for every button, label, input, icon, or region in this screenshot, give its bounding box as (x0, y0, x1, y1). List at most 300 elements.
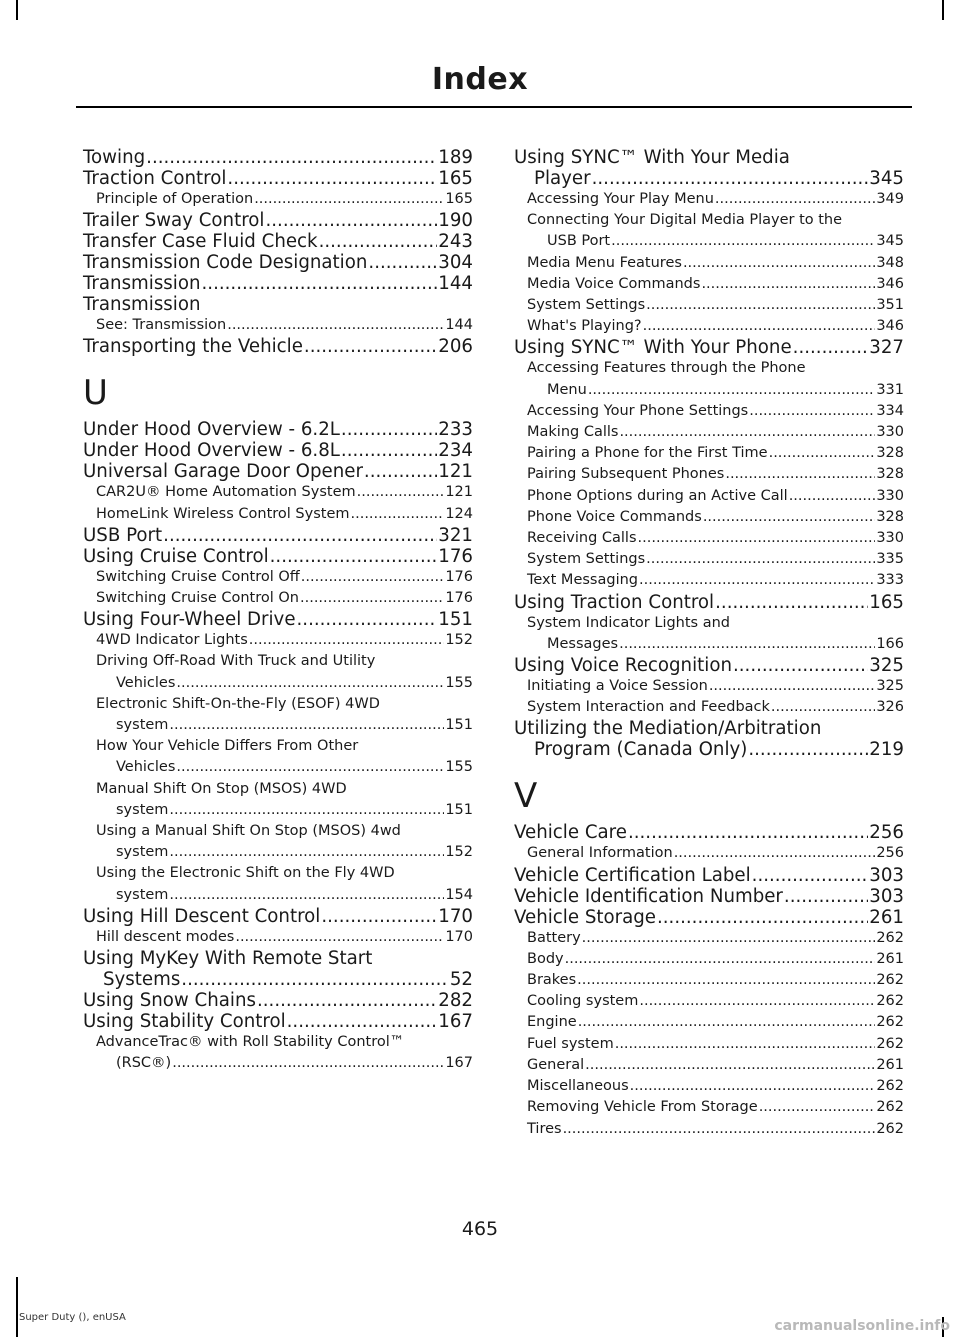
entry-label: Accessing Your Phone Settings (527, 402, 749, 419)
entry-page: 328 (876, 466, 904, 483)
index-entry[interactable] (514, 886, 904, 907)
entry-page: 124 (445, 505, 473, 522)
entry-label: Universal Garage Door Opener (83, 461, 363, 483)
entry-page: 348 (876, 254, 904, 271)
entry-label: Phone Options during an Active Call (527, 487, 788, 504)
index-subentry[interactable] (514, 1097, 904, 1118)
index-subentry[interactable] (514, 1034, 904, 1055)
index-subentry[interactable] (514, 613, 904, 655)
entry-page: 144 (438, 273, 473, 295)
dot-leader (319, 231, 438, 252)
entry-page: 346 (876, 275, 904, 292)
entry-label: Using Cruise Control (83, 545, 269, 567)
entry-label: HomeLink Wireless Control System (96, 505, 350, 522)
dot-leader (703, 507, 876, 528)
entry-page: 326 (876, 699, 904, 716)
entry-page: 345 (876, 233, 904, 250)
entry-page: 155 (445, 674, 473, 691)
section-letter-v: V (514, 776, 538, 817)
entry-label: Transfer Case Fluid Check (83, 231, 318, 253)
entry-page: 328 (876, 445, 904, 462)
index-subentry[interactable] (514, 1055, 904, 1076)
entry-page: 334 (876, 402, 904, 419)
dot-leader (235, 927, 444, 948)
entry-label: Using Stability Control (83, 1011, 286, 1033)
index-subentry[interactable] (514, 970, 904, 991)
index-entry[interactable] (83, 906, 473, 927)
entry-label: General (527, 1056, 585, 1073)
entry-page: 325 (876, 678, 904, 695)
dot-leader (674, 843, 876, 864)
dot-leader (257, 990, 437, 1011)
index-column-right (514, 147, 904, 1140)
index-subentry[interactable] (514, 486, 904, 507)
index-subentry[interactable] (83, 1032, 473, 1074)
entry-label: AdvanceTrac® with Roll Stability Control™ (96, 1034, 405, 1051)
index-entry[interactable] (83, 525, 473, 546)
entry-label: Phone Voice Commands (527, 508, 702, 525)
entry-page: 165 (445, 191, 473, 207)
dot-leader (270, 546, 438, 567)
crop-mark (16, 1277, 18, 1337)
index-subentry[interactable] (514, 697, 904, 718)
index-entry[interactable] (514, 147, 904, 189)
dot-leader (565, 949, 876, 970)
entry-label-cont: USB Port (547, 233, 611, 250)
index-subentry[interactable] (514, 295, 904, 316)
index-entry[interactable] (83, 231, 473, 252)
entry-label-cont: Menu (547, 381, 587, 398)
entry-label: Transporting the Vehicle (83, 336, 303, 358)
entry-label: Vehicle Care (514, 822, 627, 844)
entry-label: Pairing a Phone for the First Time (527, 445, 768, 462)
entry-page: 351 (876, 297, 904, 314)
entry-label-cont: Vehicles (116, 759, 176, 776)
index-subentry[interactable] (83, 736, 473, 778)
index-entry[interactable] (83, 1011, 473, 1032)
index-subentry[interactable] (514, 928, 904, 949)
entry-page: 262 (876, 1078, 904, 1095)
entry-label: Body (527, 950, 564, 967)
dot-leader (646, 549, 875, 570)
entry-page: 349 (876, 191, 904, 207)
entry-label: Brakes (527, 972, 577, 989)
index-subentry[interactable] (514, 676, 904, 697)
entry-label: Media Menu Features (527, 254, 682, 271)
entry-page: 166 (876, 635, 904, 652)
entry-label: System Indicator Lights and (527, 614, 730, 631)
entry-page: 327 (869, 337, 904, 359)
dot-leader (619, 634, 875, 655)
index-subentry[interactable] (83, 482, 473, 503)
index-subentry[interactable] (514, 843, 904, 864)
index-entry[interactable] (83, 273, 473, 294)
entry-page: 176 (445, 568, 473, 585)
dot-leader (301, 567, 445, 588)
index-entry[interactable] (83, 461, 473, 482)
entry-label: Utilizing the Mediation/Arbitration (514, 718, 822, 740)
index-entry[interactable] (514, 907, 904, 928)
entry-page: 176 (438, 545, 473, 567)
entry-label: How Your Vehicle Differs From Other (96, 738, 359, 755)
index-subentry[interactable] (514, 422, 904, 443)
entry-page: 155 (445, 759, 473, 776)
index-group (83, 419, 473, 1074)
entry-page: 282 (438, 990, 473, 1012)
entry-label: Transmission Code Designation (83, 252, 368, 274)
entry-label: Trailer Sway Control (83, 210, 265, 232)
index-subentry[interactable] (83, 651, 473, 693)
entry-label: Using SYNC™ With Your Phone (514, 337, 792, 359)
entry-page: 233 (438, 419, 473, 441)
dot-leader (169, 842, 444, 863)
entry-label: Initiating a Voice Session (527, 678, 708, 695)
entry-label: Principle of Operation (96, 191, 254, 207)
entry-label: Transmission (83, 273, 201, 295)
index-subentry[interactable] (83, 821, 473, 863)
dot-leader (639, 570, 875, 591)
dot-leader (588, 380, 876, 401)
entry-label: Cooling system (527, 993, 639, 1010)
index-subentry[interactable] (514, 949, 904, 970)
entry-page: 262 (876, 1099, 904, 1116)
dot-leader (789, 486, 876, 507)
dot-leader (733, 655, 868, 676)
index-subentry[interactable] (514, 507, 904, 528)
entry-page: 330 (876, 424, 904, 441)
entry-page: 154 (445, 886, 473, 903)
entry-label: General Information (527, 845, 673, 862)
entry-label: See: Transmission (96, 317, 227, 334)
index-subentry[interactable] (514, 1076, 904, 1097)
entry-page: 262 (876, 1035, 904, 1052)
dot-leader (725, 464, 875, 485)
entry-label: 4WD Indicator Lights (96, 632, 248, 649)
dot-leader (784, 886, 868, 907)
entry-page: 325 (869, 655, 904, 677)
dot-leader (577, 970, 875, 991)
index-subentry[interactable] (514, 358, 904, 400)
index-subentry[interactable] (83, 588, 473, 609)
entry-page: 165 (438, 168, 473, 189)
index-subentry[interactable] (514, 274, 904, 295)
index-subentry[interactable] (514, 570, 904, 591)
entry-label: Removing Vehicle From Storage (527, 1099, 758, 1116)
dot-leader (176, 757, 444, 778)
dot-leader (639, 991, 875, 1012)
entry-label: Vehicle Certification Label (514, 864, 751, 886)
entry-label: Pairing Subsequent Phones (527, 466, 725, 483)
entry-label: Miscellaneous (527, 1078, 629, 1095)
index-subentry[interactable] (514, 210, 904, 252)
entry-label-cont: system (116, 801, 169, 818)
entry-page: 206 (438, 336, 473, 358)
dot-leader (628, 822, 868, 843)
entry-page: 243 (438, 231, 473, 253)
index-entry[interactable] (83, 948, 473, 990)
entry-page: 262 (876, 993, 904, 1010)
index-entry[interactable] (514, 655, 904, 676)
entry-label: Receiving Calls (527, 530, 637, 547)
dot-leader (341, 440, 437, 461)
title-divider (76, 106, 912, 108)
entry-label: CAR2U® Home Automation System (96, 484, 356, 501)
entry-page: 167 (438, 1011, 473, 1033)
index-entry[interactable] (83, 440, 473, 461)
index-column-left (83, 147, 473, 1074)
index-group (514, 822, 904, 1139)
dot-leader (357, 482, 445, 503)
entry-label: Using a Manual Shift On Stop (MSOS) 4wd (96, 823, 401, 840)
entry-label: Electronic Shift-On-the-Fly (ESOF) 4WD (96, 695, 380, 712)
dot-leader (169, 800, 444, 821)
section-letter-u: U (83, 373, 108, 414)
entry-page: 219 (869, 739, 904, 761)
entry-label: Accessing Features through the Phone (527, 360, 806, 377)
entry-page: 261 (876, 950, 904, 967)
entry-label-cont: Messages (547, 635, 619, 652)
dot-leader (646, 295, 875, 316)
entry-page: 151 (445, 717, 473, 734)
index-subentry[interactable] (514, 549, 904, 570)
dot-leader (146, 147, 437, 168)
entry-page: 176 (445, 590, 473, 607)
index-entry[interactable] (83, 336, 473, 357)
entry-label: Using Hill Descent Control (83, 905, 321, 927)
entry-label: Switching Cruise Control Off (96, 568, 300, 585)
index-entry[interactable] (514, 822, 904, 843)
entry-page: 303 (869, 864, 904, 886)
entry-page: 152 (445, 632, 473, 649)
dot-leader (615, 1034, 876, 1055)
entry-page: 330 (876, 487, 904, 504)
dot-leader (169, 715, 444, 736)
entry-label-cont: Player (534, 168, 591, 189)
entry-label-cont: system (116, 717, 169, 734)
index-entry[interactable] (83, 609, 473, 630)
entry-label-cont: (RSC®) (116, 1055, 172, 1072)
entry-label: Transmission (83, 294, 201, 316)
dot-leader (368, 252, 437, 273)
index-entry[interactable] (514, 718, 904, 760)
entry-label: Switching Cruise Control On (96, 590, 299, 607)
index-entry[interactable] (83, 546, 473, 567)
dot-leader (304, 336, 437, 357)
dot-leader (227, 168, 437, 189)
index-subentry[interactable] (514, 991, 904, 1012)
dot-leader (341, 419, 437, 440)
dot-leader (643, 316, 876, 337)
dot-leader (265, 210, 437, 231)
dot-leader (297, 609, 438, 630)
index-entry[interactable] (83, 419, 473, 440)
entry-page: 144 (445, 317, 473, 334)
index-subentry[interactable] (83, 189, 473, 210)
entry-label: Accessing Your Play Menu (527, 191, 714, 207)
index-entry[interactable] (514, 592, 904, 613)
index-subentry[interactable] (83, 694, 473, 736)
index-entry[interactable] (83, 252, 473, 273)
index-group (514, 147, 904, 760)
index-subentry[interactable] (514, 401, 904, 422)
watermark: carmanualsonline.info (774, 1318, 950, 1334)
entry-page: 335 (876, 551, 904, 568)
entry-label: Battery (527, 929, 581, 946)
entry-label: System Settings (527, 551, 646, 568)
entry-page: 262 (876, 972, 904, 989)
entry-label: Connecting Your Digital Media Player to the (527, 212, 843, 229)
index-entry[interactable] (83, 294, 473, 315)
index-subentry[interactable] (83, 315, 473, 336)
crop-mark (942, 0, 944, 20)
dot-leader (585, 1055, 875, 1076)
dot-leader (683, 253, 875, 274)
crop-mark (16, 0, 18, 20)
dot-leader (181, 969, 449, 990)
entry-label: Driving Off-Road With Truck and Utility (96, 653, 376, 670)
entry-label: Using SYNC™ With Your Media (514, 147, 790, 168)
entry-label: Using Snow Chains (83, 990, 256, 1012)
entry-label-cont: system (116, 844, 169, 861)
entry-label: Manual Shift On Stop (MSOS) 4WD (96, 780, 347, 797)
index-entry[interactable] (514, 865, 904, 886)
entry-label: Towing (83, 147, 146, 168)
entry-label: Text Messaging (527, 572, 638, 589)
index-entry[interactable] (83, 990, 473, 1011)
index-subentry[interactable] (514, 1119, 904, 1140)
entry-page: 331 (876, 381, 904, 398)
entry-label-cont: system (116, 886, 169, 903)
index-subentry[interactable] (514, 528, 904, 549)
entry-page: 170 (445, 928, 473, 945)
entry-label: Traction Control (83, 168, 227, 189)
entry-page: 346 (876, 318, 904, 335)
dot-leader (759, 1097, 876, 1118)
entry-page: 167 (445, 1055, 473, 1072)
entry-page: 234 (438, 440, 473, 462)
dot-leader (771, 697, 875, 718)
entry-page: 256 (869, 822, 904, 844)
dot-leader (227, 315, 444, 336)
footer-text: Super Duty (), enUSA (19, 1312, 126, 1323)
index-subentry[interactable] (514, 253, 904, 274)
entry-label-cont: Systems (103, 969, 181, 991)
entry-label: Under Hood Overview - 6.2L (83, 419, 340, 441)
entry-page: 328 (876, 508, 904, 525)
entry-label: System Settings (527, 297, 646, 314)
entry-page: 151 (445, 801, 473, 818)
entry-label: Hill descent modes (96, 928, 235, 945)
dot-leader (563, 1119, 876, 1140)
entry-page: 262 (876, 929, 904, 946)
index-subentry[interactable] (83, 863, 473, 905)
dot-leader (249, 630, 445, 651)
index-subentry[interactable] (514, 1012, 904, 1033)
entry-label: Tires (527, 1120, 562, 1137)
index-subentry[interactable] (514, 189, 904, 210)
page-number: 465 (461, 1218, 499, 1240)
dot-leader (287, 1011, 438, 1032)
entry-page: 303 (869, 885, 904, 907)
entry-label: Using Traction Control (514, 591, 715, 613)
dot-leader (364, 461, 437, 482)
index-subentry[interactable] (514, 443, 904, 464)
dot-leader (793, 337, 869, 358)
entry-page: 256 (876, 845, 904, 862)
dot-leader (748, 739, 868, 760)
dot-leader (752, 865, 869, 886)
dot-leader (578, 1012, 876, 1033)
dot-leader (300, 588, 444, 609)
entry-label: Using Voice Recognition (514, 655, 732, 677)
index-subentry[interactable] (83, 630, 473, 651)
entry-page: 262 (876, 1120, 904, 1137)
index-entry[interactable] (83, 147, 473, 168)
dot-leader (715, 189, 875, 210)
index-group (83, 147, 473, 357)
dot-leader (769, 443, 876, 464)
entry-label: Vehicle Identification Number (514, 885, 783, 907)
index-subentry[interactable] (83, 567, 473, 588)
entry-label: USB Port (83, 524, 163, 546)
dot-leader (638, 528, 876, 549)
dot-leader (172, 1053, 444, 1074)
entry-page: 152 (445, 844, 473, 861)
entry-page: 170 (438, 905, 473, 927)
dot-leader (630, 1076, 876, 1097)
dot-leader (169, 885, 444, 906)
entry-label: Media Voice Commands (527, 275, 701, 292)
entry-label: What's Playing? (527, 318, 642, 335)
dot-leader (592, 168, 869, 189)
entry-page: 304 (438, 252, 473, 274)
entry-label: Using the Electronic Shift on the Fly 4WD (96, 865, 395, 882)
dot-leader (611, 231, 875, 252)
index-subentry[interactable] (83, 779, 473, 821)
index-entry[interactable] (83, 168, 473, 189)
entry-label: System Interaction and Feedback (527, 699, 770, 716)
entry-label: Vehicle Storage (514, 906, 656, 928)
entry-label: Fuel system (527, 1035, 614, 1052)
dot-leader (749, 401, 875, 422)
dot-leader (701, 274, 875, 295)
entry-page: 330 (876, 530, 904, 547)
dot-leader (254, 189, 444, 210)
entry-page: 121 (445, 484, 473, 501)
dot-leader (709, 676, 875, 697)
entry-page: 189 (438, 147, 473, 168)
dot-leader (657, 907, 868, 928)
index-entry[interactable] (83, 210, 473, 231)
entry-page: 121 (438, 461, 473, 483)
index-entry[interactable] (514, 337, 904, 358)
entry-label: Using Four-Wheel Drive (83, 609, 296, 631)
entry-page: 321 (438, 524, 473, 546)
entry-label: Making Calls (527, 424, 619, 441)
index-subentry[interactable] (83, 927, 473, 948)
entry-label: Using MyKey With Remote Start (83, 948, 373, 970)
dot-leader (715, 592, 868, 613)
dot-leader (619, 422, 875, 443)
index-subentry[interactable] (514, 464, 904, 485)
dot-leader (351, 504, 445, 525)
entry-page: 151 (438, 609, 473, 631)
dot-leader (176, 673, 444, 694)
index-subentry[interactable] (514, 316, 904, 337)
index-subentry[interactable] (83, 504, 473, 525)
entry-page: 261 (876, 1056, 904, 1073)
entry-label-cont: Program (Canada Only) (534, 739, 748, 761)
